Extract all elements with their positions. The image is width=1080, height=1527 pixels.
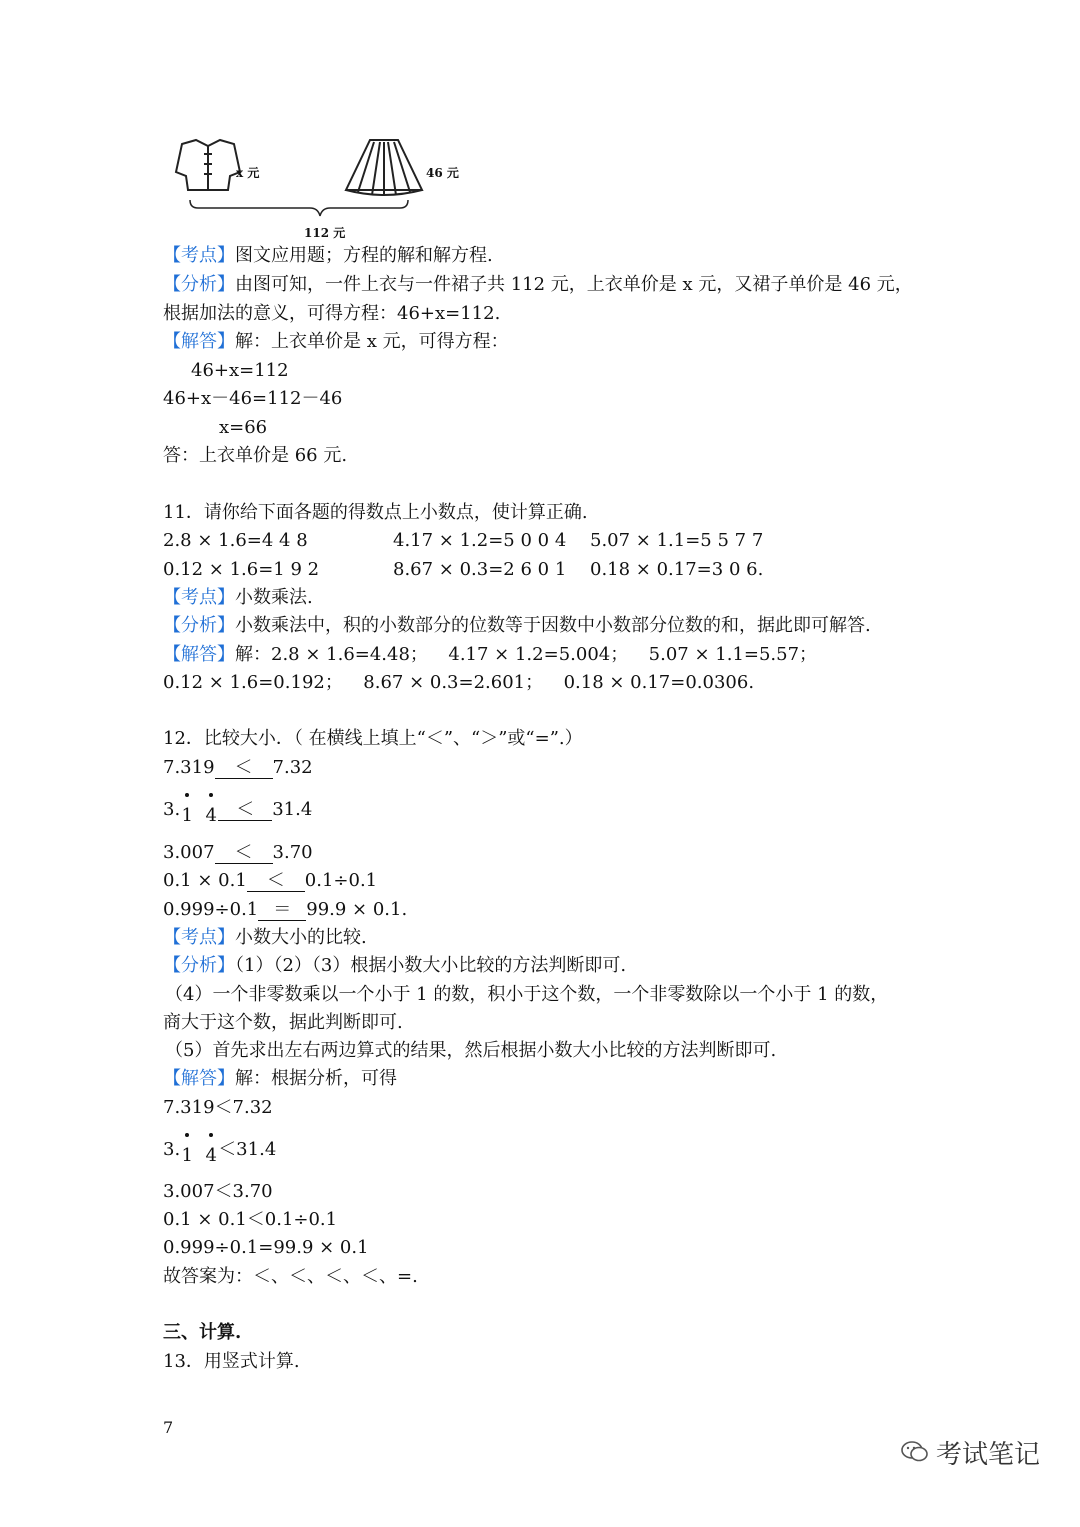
q12-fenxi: 【分析】（1）（2）（3）根据小数大小比较的方法判断即可. [163,955,627,976]
q10-fenxi-1: 【分析】由图可知，一件上衣与一件裙子共 112 元，上衣单价是 x 元，又裙子单价是 46 元， [163,274,913,295]
q12-kaodian: 【考点】小数大小的比较. [163,927,367,948]
q12-fenxi-2: （4）一个非零数乘以一个小于 1 的数，积小于这个数，一个非零数除以一个小于 1 的数， [165,984,889,1005]
watermark-text: 考试笔记 [936,1440,1041,1470]
q12-item-3: 3.007 ＜ 3.70 [163,842,313,863]
q11-jieda: 【解答】解：2.8 × 1.6=4.48； 4.17 × 1.2=5.004； 5.07 × 1.1=5.57； [163,644,818,665]
q10-jieda: 【解答】解：上衣单价是 x 元，可得方程： [163,331,509,352]
q11-row2-b: 8.67 × 0.3=2 6 0 1 [393,559,567,580]
q11-fenxi: 【分析】小数乘法中，积的小数部分的位数等于因数中小数部分位数的和，据此即可解答. [163,615,871,636]
repeating-digit: 4 [205,805,217,826]
q10-step-1: 46+x=112 [191,360,289,381]
repeating-digit: 1 [181,805,193,826]
q12-jieda: 【解答】解：根据分析，可得 [163,1068,397,1089]
q12-result-1: 7.319＜7.32 [163,1097,273,1118]
q11-kaodian: 【考点】小数乘法. [163,587,313,608]
q11-row1-a: 2.8 × 1.6=4 4 8 [163,530,308,551]
q12-result-2: 3.1 4＜31.4 [163,1139,277,1166]
q10-fenxi-2: 根据加法的意义，可得方程：46+x=112. [163,303,501,324]
q12-result-5: 0.999÷0.1=99.9 × 0.1 [163,1237,369,1258]
q11-row1-c: 5.07 × 1.1=5 5 7 7 [590,530,764,551]
repeating-digit: 1 [181,1145,193,1166]
q10-step-3: x=66 [219,417,268,438]
repeating-digit: 4 [205,1145,217,1166]
watermark [900,1434,1040,1472]
q12-final-answer: 故答案为：＜、＜、＜、＜、=. [163,1266,418,1287]
price-figure [160,132,480,246]
q11-jieda-2: 0.12 × 1.6=0.192； 8.67 × 0.3=2.601； 0.18 × 0.17=0.0306. [163,672,755,693]
q12-item-5: 0.999÷0.1 ＝ 99.9 × 0.1. [163,899,408,920]
q12-fenxi-3: 商大于这个数，据此判断即可. [163,1012,403,1033]
q10-answer: 答：上衣单价是 66 元. [163,445,348,466]
jacket-price-label: x 元 [236,166,260,180]
q11-row2-c: 0.18 × 0.17=3 0 6. [590,559,764,580]
total-price-label: 112 元 [304,226,346,240]
section-3-title: 三、计算. [163,1322,242,1343]
answer-blank: ＜ [247,871,305,892]
q11-title: 11．请你给下面各题的得数点上小数点，使计算正确. [163,502,588,523]
q12-result-4: 0.1 × 0.1＜0.1÷0.1 [163,1209,338,1230]
skirt-price-label: 46 元 [426,166,459,180]
q10-step-2: 46+x－46=112－46 [163,388,343,409]
q12-title: 12．比较大小．（ 在横线上填上“＜”、“＞”或“=”.） [163,728,583,749]
q12-fenxi-4: （5）首先求出左右两边算式的结果，然后根据小数大小比较的方法判断即可. [165,1040,777,1061]
skirt-icon [346,140,422,196]
total-brace [190,200,408,216]
q11-row1-b: 4.17 × 1.2=5 0 0 4 [393,530,567,551]
answer-blank: ＜ [215,843,273,864]
q11-row2-a: 0.12 × 1.6=1 9 2 [163,559,320,580]
wechat-icon [900,1439,930,1472]
answer-blank: ＝ [258,900,306,921]
q12-result-3: 3.007＜3.70 [163,1181,273,1202]
q12-item-4: 0.1 × 0.1 ＜ 0.1÷0.1 [163,870,378,891]
page-number: 7 [163,1418,174,1437]
q10-kaodian: 【考点】图文应用题；方程的解和解方程. [163,245,493,266]
jacket-icon [176,140,240,190]
answer-blank: ＜ [218,800,272,821]
q13-title: 13．用竖式计算. [163,1351,300,1372]
answer-blank: ＜ [215,758,273,779]
q12-item-2: 3.1 4 ＜ 31.4 [163,799,313,826]
q12-item-1: 7.319 ＜ 7.32 [163,757,313,778]
